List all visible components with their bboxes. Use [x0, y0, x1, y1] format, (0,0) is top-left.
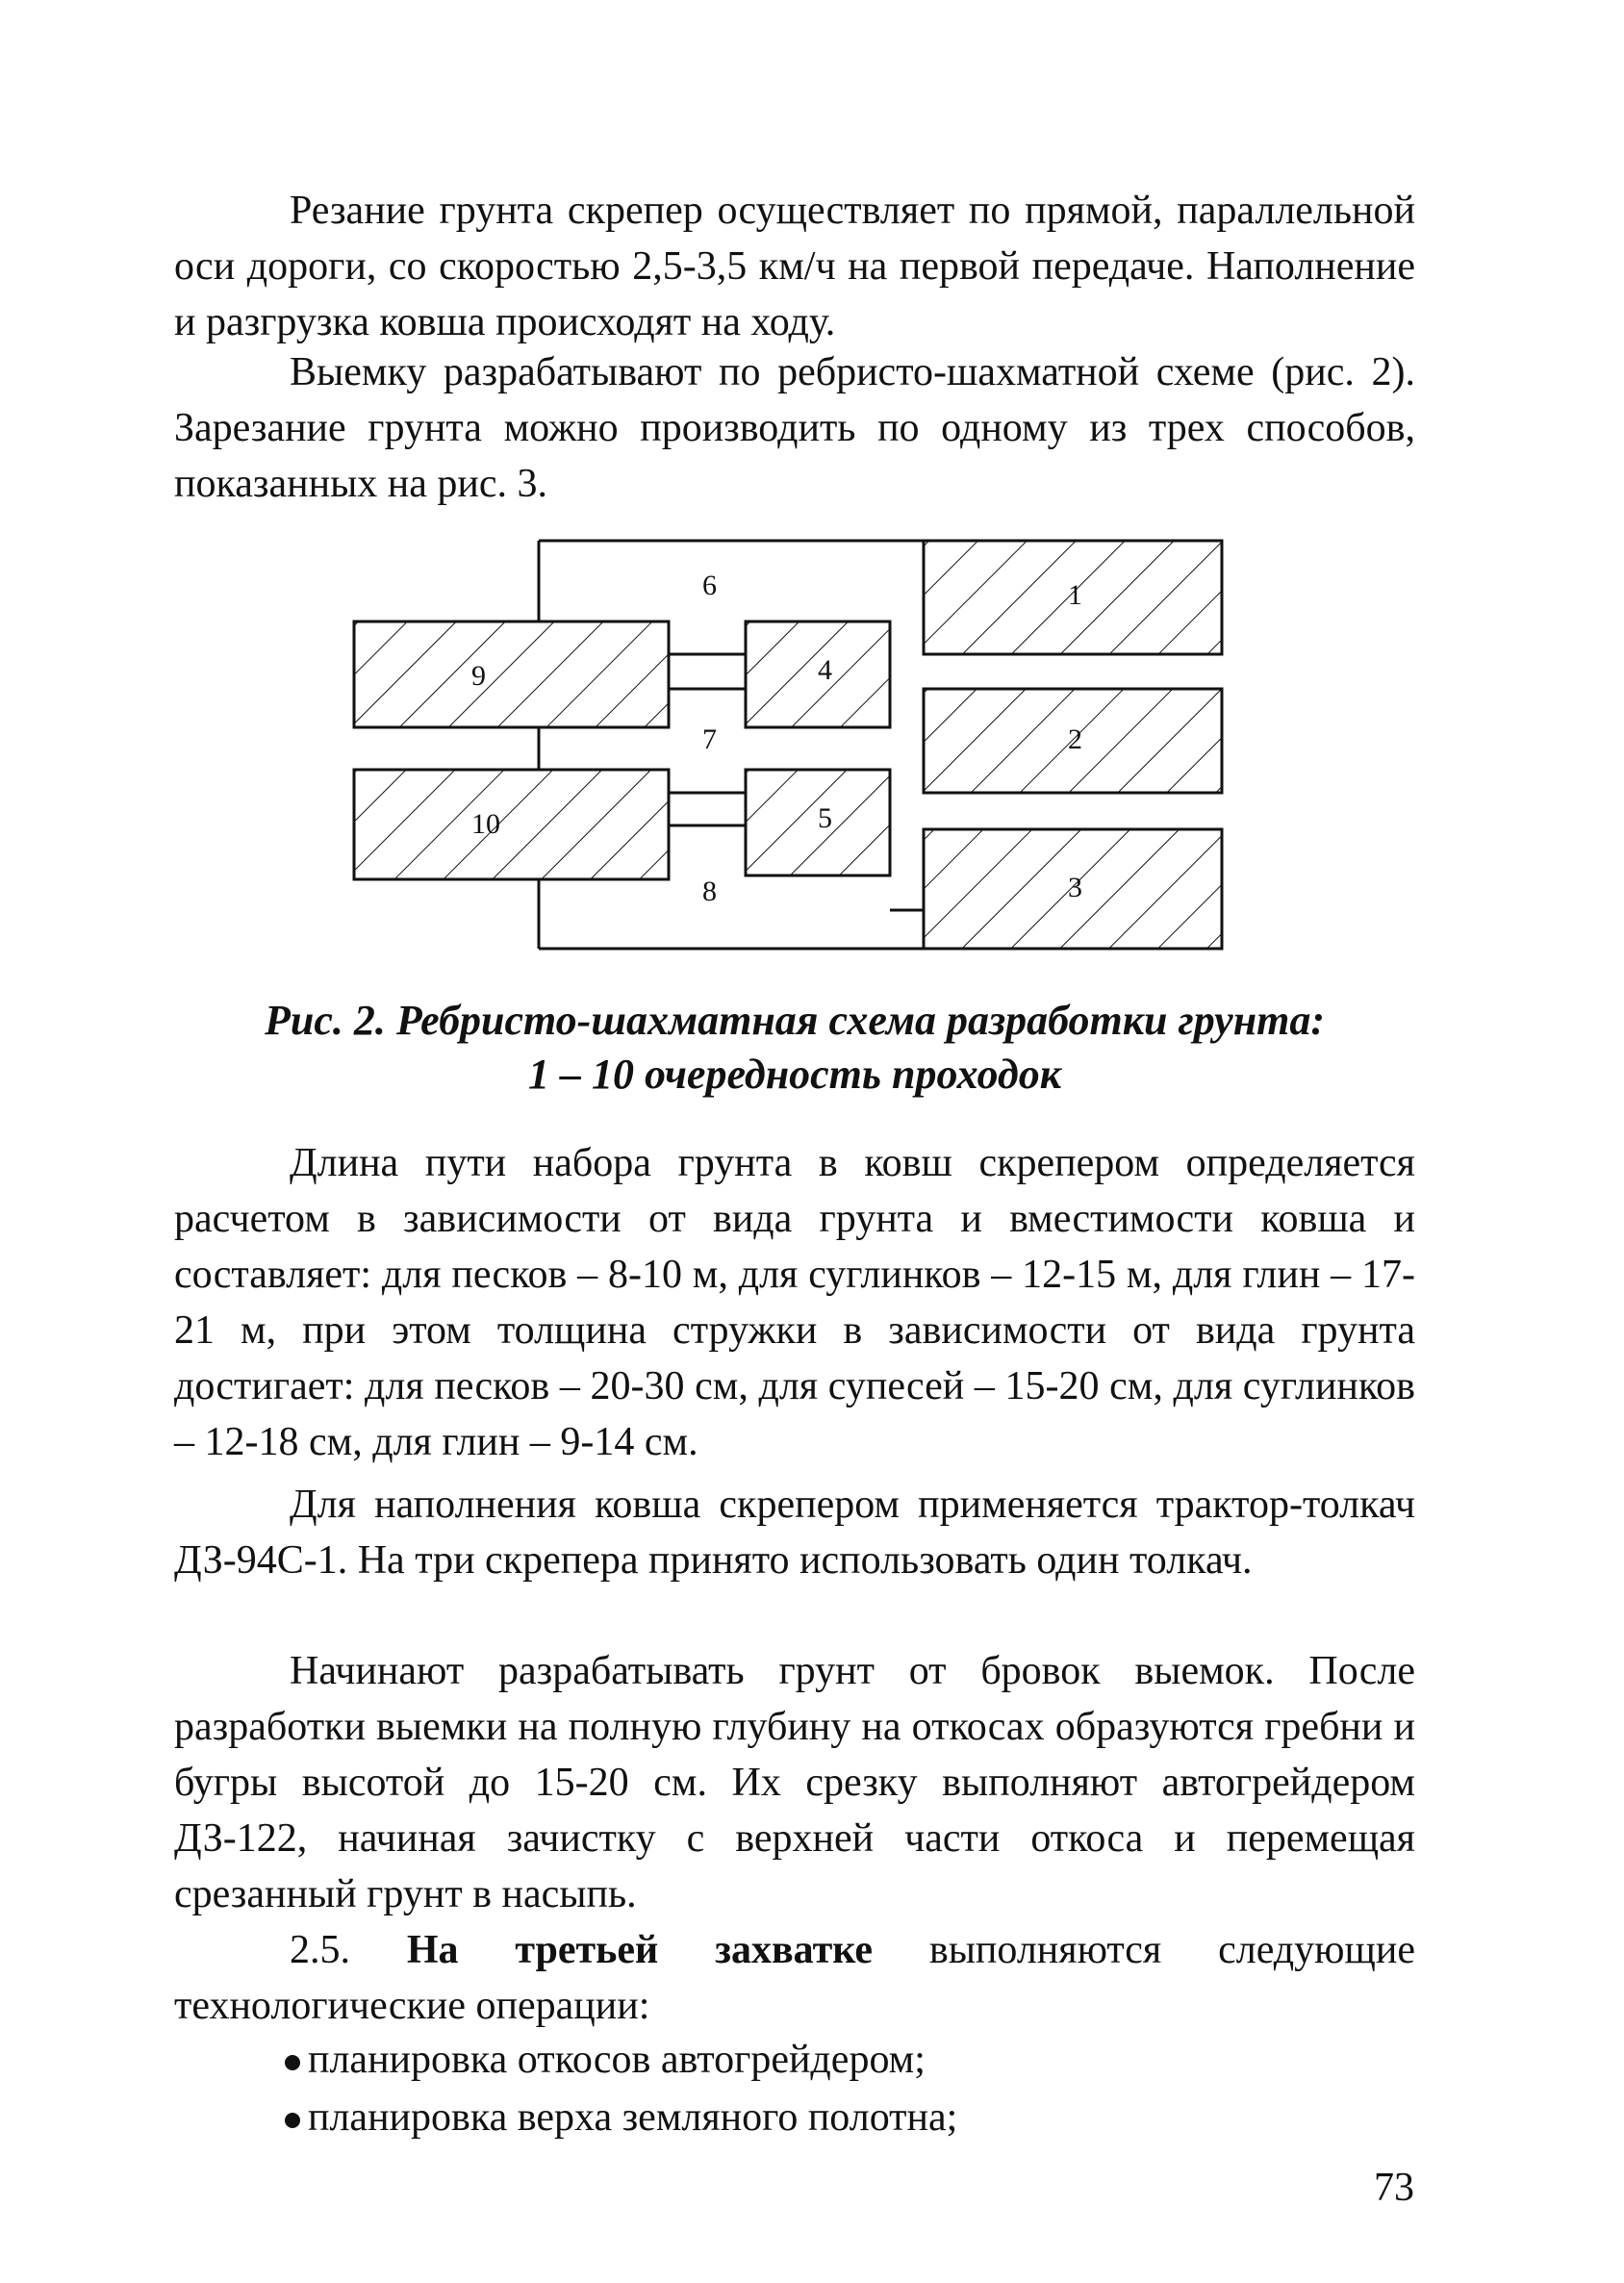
label-1: 1	[1068, 579, 1082, 611]
paragraph-4-text: Для наполнения ковша скрепером применяется трактор-толкач ДЗ-94С-1. На три скрепера принято использовать один толкач.	[174, 1483, 1415, 1583]
section-heading-bold: На третьей захватке	[406, 1928, 873, 1972]
label-5: 5	[818, 802, 832, 834]
label-6: 6	[702, 570, 717, 601]
section-text-rest: выполняются следующие технологические операции:	[174, 1928, 1415, 2028]
list-item-text: планировка откосов автогрейдером;	[308, 2038, 926, 2082]
paragraph-1-text: Резание грунта скрепер осуществляет по прямой, параллельной оси дороги, со скоростью 2,5-3,5 км/ч на первой передаче. Наполнение и разгрузка ковша происходят на ходу.	[174, 189, 1415, 344]
excavation-outline	[539, 541, 924, 949]
label-8: 8	[702, 875, 717, 907]
paragraph-2	[174, 344, 1415, 512]
list-item-text: планировка верха земляного полотна;	[308, 2095, 958, 2140]
paragraph-1	[174, 183, 1415, 350]
paragraph-2-text: Выемку разрабатывают по ребристо-шахматной схеме (рис. 2). Зарезание грунта можно производить по одному из трех способов, показанных на рис. 3.	[174, 350, 1415, 506]
figure-caption	[174, 994, 1415, 1102]
paragraph-5	[174, 1643, 1415, 1922]
paragraph-5-text: Начинают разрабатывать грунт от бровок выемок. После разработки выемки на полную глубину на откосах образуются гребни и бугры высотой до 15-20 см. Их срезку выполняют автогрейдером ДЗ-122, начиная зачистку с верхней части откоса и перемещая срезанный грунт в насыпь.	[174, 1649, 1415, 1916]
paragraph-3-text: Длина пути набора грунта в ковш скрепером определяется расчетом в зависимости от вида грунта и вместимости ковша и составляет: для песков – 8-10 м, для суглинков – 12-15 м, для глин – 17-21 м, при этом толщина стружки в зависимости от вида грунта достигает: для песков – 20-30 см, для супесей – 15-20 см, для суглинков – 12-18 см, для глин – 9-14 см.	[174, 1141, 1415, 1464]
label-3: 3	[1068, 872, 1082, 903]
paragraph-3	[174, 1135, 1415, 1470]
caption-line-2: 1 – 10 очередность проходок	[527, 1051, 1062, 1098]
bullet-list	[285, 2032, 1410, 2147]
bullet-icon	[285, 2055, 300, 2070]
list-item	[285, 2090, 1410, 2145]
bullet-icon	[285, 2113, 300, 2128]
label-4: 4	[818, 654, 832, 686]
pass-block-9	[354, 621, 669, 727]
paragraph-6	[174, 1922, 1415, 2034]
label-2: 2	[1068, 723, 1082, 755]
paragraph-6-text	[174, 1922, 1415, 2034]
label-10: 10	[471, 808, 500, 840]
figure-scheme-diagram	[346, 535, 1231, 958]
section-number: 2.5.	[290, 1928, 407, 1972]
list-item	[285, 2032, 1410, 2088]
page-number: 73	[1374, 2166, 1414, 2210]
caption-line-1: Рис. 2. Ребристо-шахматная схема разработки грунта:	[264, 997, 1326, 1044]
pass-block-10	[354, 770, 669, 879]
label-7: 7	[702, 723, 717, 755]
paragraph-4	[174, 1477, 1415, 1588]
label-9: 9	[471, 660, 486, 692]
